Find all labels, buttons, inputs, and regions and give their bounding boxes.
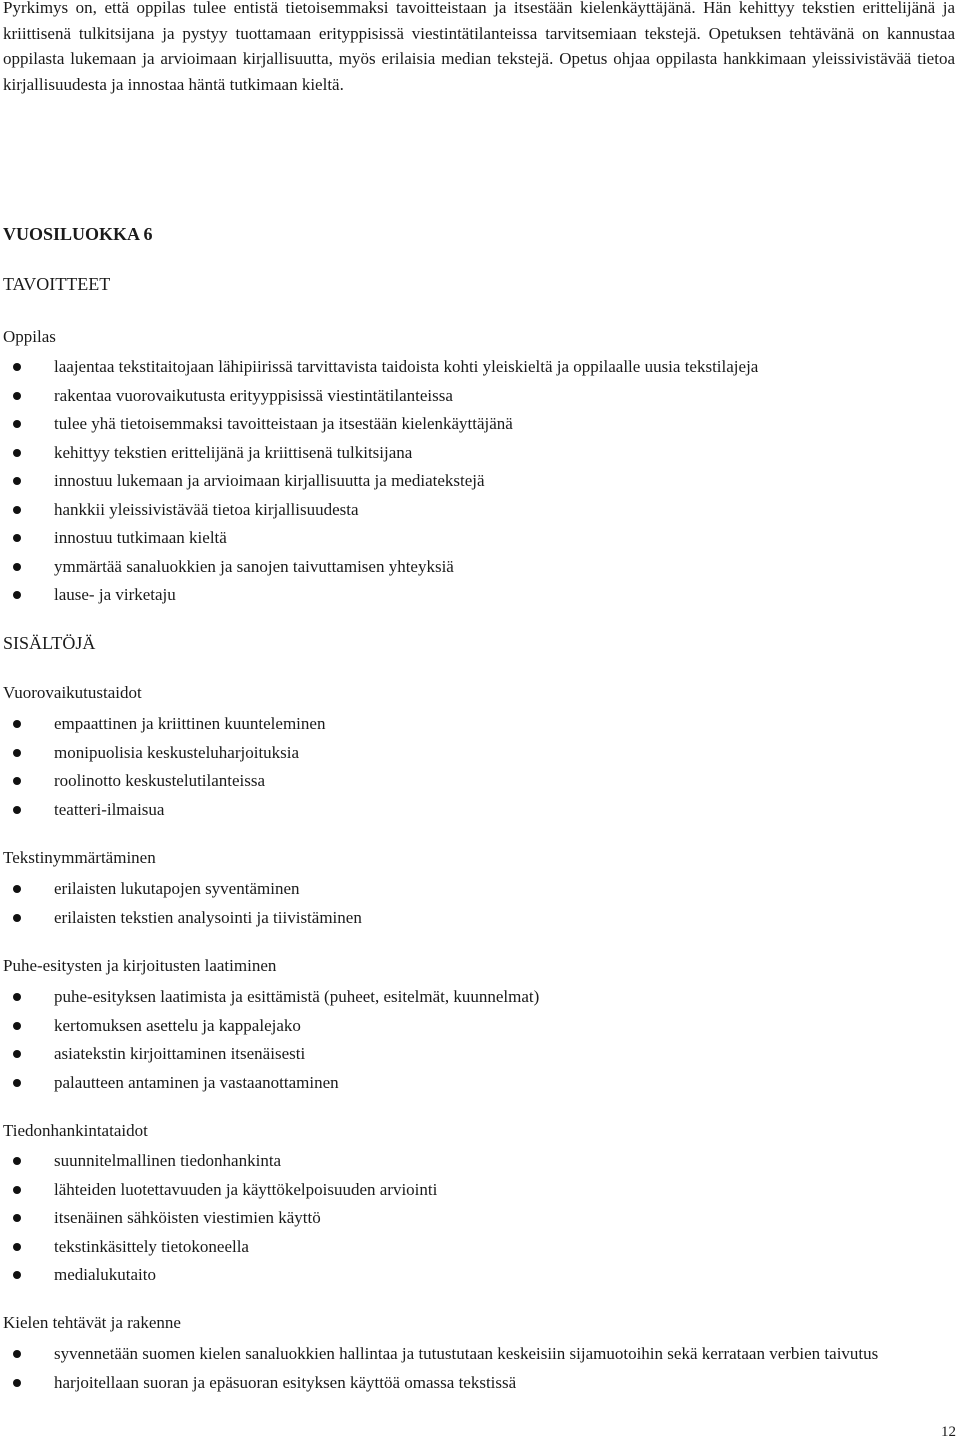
group-list-kielen-tehtavat <box>0 1341 940 1398</box>
goals-heading: TAVOITTEET <box>3 274 111 294</box>
group-title-vuorovaikutustaidot: Vuorovaikutustaidot <box>3 683 142 702</box>
list-item-text: medialukutaito <box>54 1265 156 1284</box>
bullet-icon <box>13 914 21 922</box>
bullet-icon <box>13 1350 21 1358</box>
list-item <box>0 1234 940 1263</box>
list-item-text: innostuu tutkimaan kieltä <box>54 528 227 547</box>
list-item <box>0 525 940 554</box>
list-item-text: puhe-esityksen laatimista ja esittämistä (puheet, esitelmät, kuunnelmat) <box>54 987 540 1006</box>
bullet-icon <box>13 1157 21 1165</box>
list-item <box>0 740 940 769</box>
bullet-icon <box>13 1022 21 1030</box>
list-item <box>0 554 940 583</box>
bullet-icon <box>13 1079 21 1087</box>
bullet-icon <box>13 1243 21 1251</box>
goals-subject: Oppilas <box>3 327 56 346</box>
page-number: 12 <box>941 1424 956 1440</box>
list-item-text: kertomuksen asettelu ja kappalejako <box>54 1015 301 1035</box>
bullet-icon <box>13 563 21 571</box>
list-item-text: asiatekstin kirjoittaminen itsenäisesti <box>54 1044 306 1063</box>
goals-list <box>0 354 940 611</box>
bullet-icon <box>13 449 21 457</box>
bullet-icon <box>13 1050 21 1058</box>
list-item <box>0 582 940 611</box>
list-item-text: lause- ja virketaju <box>54 585 176 604</box>
list-item-text: rakentaa vuorovaikutusta erityyppisissä viestintätilanteissa <box>54 385 453 405</box>
list-item <box>0 711 940 740</box>
list-item <box>0 1041 940 1070</box>
list-item <box>0 497 940 526</box>
bullet-icon <box>13 993 21 1001</box>
list-item-text: itsenäinen sähköisten viestimien käyttö <box>54 1208 321 1227</box>
list-item <box>0 984 940 1013</box>
list-item <box>0 797 940 826</box>
bullet-icon <box>13 720 21 728</box>
list-item <box>0 876 940 905</box>
bullet-icon <box>13 1186 21 1194</box>
list-item <box>0 1341 940 1370</box>
list-item-text: erilaisten lukutapojen syventäminen <box>54 879 300 898</box>
intro-paragraph: Pyrkimys on, että oppilas tulee entistä tietoisemmaksi tavoitteistaan ja itsestään kielenkäyttäjänä. Hän kehittyy tekstien erittelijänä ja kriittisenä tulkitsijana ja pystyy tuottamaan erityppisissä viestintätilanteissa tarvitsemiaan tekstejä. Opetuksen tehtävänä on kannustaa oppilasta lukemaan ja arvioimaan kirjallisuutta, myös erilaisia median tekstejä. Opetus ohjaa oppilasta hankkimaan yleissivistävää tietoa kirjallisuudesta ja innostaa häntä tutkimaan kieltä. <box>3 0 955 94</box>
bullet-icon <box>13 1271 21 1279</box>
bullet-icon <box>13 1379 21 1387</box>
list-item-text: monipuolisia keskusteluharjoituksia <box>54 742 300 762</box>
list-item-text: tekstinkäsittely tietokoneella <box>54 1236 249 1256</box>
bullet-icon <box>13 506 21 514</box>
list-item-text: kehittyy tekstien erittelijänä ja kriittisenä tulkitsijana <box>54 442 413 462</box>
list-item-text: suunnitelmallinen tiedonhankinta <box>54 1151 282 1170</box>
bullet-icon <box>13 806 21 814</box>
group-title-tekstinymmartaminen: Tekstinymmärtäminen <box>3 848 156 867</box>
list-item-text: empaattinen ja kriittinen kuunteleminen <box>54 714 326 733</box>
list-item-text: tulee yhä tietoisemmaksi tavoitteistaan ja itsestään kielenkäyttäjänä <box>54 414 513 433</box>
group-list-tiedonhankintataidot <box>0 1148 940 1291</box>
list-item <box>0 354 940 383</box>
list-item <box>0 1013 940 1042</box>
group-title-puhe-esitykset: Puhe-esitysten ja kirjoitusten laatiminen <box>3 956 277 975</box>
list-item <box>0 1262 940 1291</box>
group-list-puhe-esitykset <box>0 984 940 1098</box>
list-item <box>0 905 940 934</box>
list-item <box>0 768 940 797</box>
list-item <box>0 1070 940 1099</box>
list-item-text: teatteri-ilmaisua <box>54 799 165 819</box>
list-item-text: ymmärtää sanaluokkien ja sanojen taivuttamisen yhteyksiä <box>54 556 454 576</box>
list-item-text: harjoitellaan suoran ja epäsuoran esityksen käyttöä omassa tekstissä <box>54 1372 517 1392</box>
bullet-icon <box>13 749 21 757</box>
intro-paragraph-block <box>3 0 955 97</box>
list-item <box>0 411 940 440</box>
list-item-text: lähteiden luotettavuuden ja käyttökelpoisuuden arviointi <box>54 1179 438 1199</box>
group-title-kielen-tehtavat: Kielen tehtävät ja rakenne <box>3 1313 181 1332</box>
list-item-text: roolinotto keskustelutilanteissa <box>54 771 266 790</box>
section-title: VUOSILUOKKA 6 <box>3 224 153 244</box>
contents-heading: SISÄLTÖJÄ <box>3 633 96 653</box>
list-item-text: innostuu lukemaan ja arvioimaan kirjallisuutta ja mediatekstejä <box>54 471 485 490</box>
group-list-vuorovaikutustaidot <box>0 711 940 825</box>
bullet-icon <box>13 591 21 599</box>
bullet-icon <box>13 885 21 893</box>
list-item <box>0 383 940 412</box>
bullet-icon <box>13 477 21 485</box>
bullet-icon <box>13 363 21 371</box>
bullet-icon <box>13 1214 21 1222</box>
bullet-icon <box>13 777 21 785</box>
list-item-text: laajentaa tekstitaitojaan lähipiirissä tarvittavista taidoista kohti yleiskieltä ja oppilaalle uusia tekstilajeja <box>54 357 759 376</box>
list-item-text: hankkii yleissivistävää tietoa kirjallisuudesta <box>54 499 359 519</box>
list-item <box>0 1148 940 1177</box>
list-item <box>0 468 940 497</box>
list-item-text: palautteen antaminen ja vastaanottaminen <box>54 1072 339 1092</box>
list-item <box>0 1177 940 1206</box>
list-item-text: syvennetään suomen kielen sanaluokkien hallintaa ja tutustutaan keskeisiin sijamuotoihin sekä kerrataan verbien taivutus <box>54 1344 879 1363</box>
list-item-text: erilaisten tekstien analysointi ja tiivistäminen <box>54 907 362 927</box>
bullet-icon <box>13 534 21 542</box>
group-title-tiedonhankintataidot: Tiedonhankintataidot <box>3 1121 148 1140</box>
group-list-tekstinymmartaminen <box>0 876 940 933</box>
list-item <box>0 1205 940 1234</box>
list-item <box>0 1370 940 1399</box>
list-item <box>0 440 940 469</box>
bullet-icon <box>13 392 21 400</box>
bullet-icon <box>13 420 21 428</box>
